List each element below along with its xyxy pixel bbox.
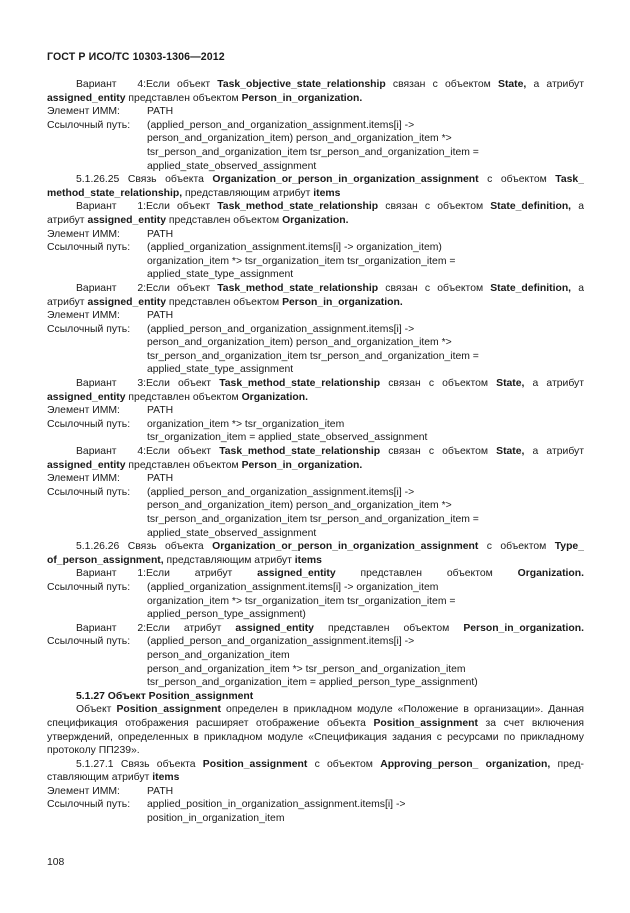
text-run: Task_method_state_relationship [219,446,381,458]
text-run: State_definition, [490,282,572,294]
variant-label: Вариант 2: [76,622,146,634]
text-run: assigned_entity [87,214,167,226]
mapping-row [47,486,584,500]
text-run: представлен объектом [166,214,283,226]
variant-label: Вариант 1: [76,568,146,580]
mapping-label: Ссылочный путь: [47,636,131,648]
mapping-value: PATH [147,310,174,322]
text-run: ставляющим атрибут [47,772,153,784]
text-run: Task_ [555,174,584,186]
mapping-label: Элемент ИММ: [47,228,120,240]
text-run: Если объект [146,201,218,213]
mapping-continuation: organization_item *> tsr_organization_item tsr_organization_item = [147,255,456,267]
text-run: с объектом [307,758,381,770]
text-run: утверждений, определенных в прикладном модуле «Спецификация задания с ресурсами по прикладному [47,731,584,743]
mapping-row [47,785,584,799]
document-body [47,78,584,826]
mapping-row [47,798,584,812]
text-run: а атрибут [524,446,584,458]
mapping-label: Ссылочный путь: [47,486,131,498]
text-run: 5.1.27 Объект Position_assignment [76,690,254,702]
text-run: Position_assignment [373,717,478,729]
text-run: Position_assignment [116,704,221,716]
text-run: связан с объектом [378,201,491,213]
text-run: Task_method_state_relationship [217,201,379,213]
mapping-row [47,404,584,418]
mapping-row [47,119,584,133]
mapping-label: Ссылочный путь: [47,799,131,811]
mapping-row [47,323,584,337]
text-run: Task_objective_state_relationship [217,79,386,90]
text-run: Если атрибут [146,622,236,634]
page-number: 108 [47,857,65,868]
text-run: представляющим атрибут [182,187,314,199]
text-line [47,771,584,785]
text-run: Task_method_state_relationship [217,282,379,294]
text-run: спецификация отображения расширяет отображение объекта [47,717,374,729]
text-run: Position_assignment [202,758,308,770]
text-run: за счет включения [477,717,584,729]
text-run: Organization. [241,391,308,403]
mapping-row [47,472,584,486]
text-run: items [152,772,180,784]
text-run: представлен объектом [313,622,464,634]
mapping-continuation: applied_state_type_assignment [147,269,294,281]
text-run: атрибут [47,214,88,226]
variant-label: Вариант 1: [76,201,146,213]
mapping-value: PATH [147,473,174,485]
mapping-value: (applied_organization_assignment.items[i] -> organization_item [147,581,439,593]
mapping-continuation: position_in_organization_item [147,813,285,825]
text-run: Если объект [146,446,220,458]
mapping-row [47,228,584,242]
text-run: Task_method_state_relationship [219,378,381,390]
text-run: Person_in_organization. [241,92,363,104]
text-line [47,296,584,310]
mapping-value: (applied_person_and_organization_assignment.items[i] -> [147,119,415,131]
text-run: связан с объектом [380,446,497,458]
text-run: а атрибут [526,79,584,90]
mapping-continuation: person_and_organization_item *> tsr_person_and_organization_item [147,663,466,675]
mapping-row [47,105,584,119]
text-run: Organization_or_person_in_organization_assignment [212,174,479,186]
text-run: представлен объектом [125,459,242,471]
mapping-continuation: tsr_person_and_organization_item tsr_person_and_organization_item = [147,514,479,525]
mapping-label: Ссылочный путь: [47,242,131,254]
mapping-continuation: applied_person_type_assignment) [147,609,306,621]
variant-label: Вариант 4: [76,79,146,90]
text-run: Person_in_organization. [241,459,363,471]
variant-line [47,282,584,296]
mapping-continuation: tsr_person_and_organization_item = applied_person_type_assignment) [147,677,478,689]
mapping-label: Элемент ИММ: [47,106,120,118]
text-run: Person_in_organization. [282,296,403,308]
text-run: assigned_entity [47,459,126,471]
variant-label: Вариант 4: [76,446,146,458]
text-run: представлен объектом [335,568,518,580]
text-run: Approving_person_ organization, [380,758,551,770]
text-run: представлен объектом [125,92,242,104]
text-run: Organization. [282,214,349,226]
mapping-value: applied_position_in_organization_assignment.items[i] -> [147,799,406,811]
text-run: assigned_entity [257,568,336,580]
paragraph-start [47,173,584,187]
text-run: items [294,554,322,566]
mapping-value: PATH [147,785,174,797]
variant-line [47,622,584,636]
text-line [47,92,584,106]
mapping-label: Элемент ИММ: [47,473,120,485]
variant-line [47,200,584,214]
text-run: 5.1.26.26 Связь объекта [76,541,213,553]
mapping-continuation: tsr_person_and_organization_item tsr_person_and_organization_item = [147,350,479,362]
text-run: Если объект [146,79,218,90]
text-run: представлен объектом [125,391,242,403]
mapping-continuation: person_and_organization_item) person_and_organization_item *> [147,337,452,349]
variant-label: Вариант 2: [76,282,146,294]
mapping-value: (applied_person_and_organization_assignment.items[i] -> [147,323,415,335]
paragraph-start [47,758,584,772]
mapping-value: PATH [147,106,174,118]
text-run: Объект [76,704,117,716]
mapping-label: Ссылочный путь: [47,418,131,430]
text-run: представлен объектом [166,296,283,308]
text-line [47,731,584,745]
text-run: State, [496,378,525,390]
mapping-continuation: person_and_organization_item) person_and_organization_item *> [147,133,452,145]
mapping-row [47,581,584,595]
text-run: определен в прикладном модуле «Положение в организации». Данная [220,704,584,716]
text-line [47,187,584,201]
text-line [47,459,584,473]
text-run: State, [498,79,527,90]
mapping-continuation: tsr_organization_item = applied_state_observed_assignment [147,432,428,444]
text-run: пред- [550,758,584,770]
mapping-label: Ссылочный путь: [47,581,131,593]
mapping-continuation: person_and_organization_item) person_and_organization_item *> [147,500,452,512]
text-run: 5.1.26.25 Связь объекта [76,174,213,186]
text-run: State_definition, [490,201,572,213]
text-run: items [313,187,341,199]
text-run: с объектом [478,174,556,186]
text-run: 5.1.27.1 Связь объекта [76,758,203,770]
text-run: атрибут [47,296,88,308]
mapping-value: organization_item *> tsr_organization_item [147,418,345,430]
text-run: Organization. [517,568,584,580]
mapping-row [47,309,584,323]
variant-line [47,567,584,581]
mapping-label: Ссылочный путь: [47,119,131,131]
document-header: ГОСТ Р ИСО/ТС 10303-1306—2012 [47,51,225,63]
variant-line [47,78,584,92]
text-run: method_state_relationship, [47,187,183,199]
mapping-continuation: applied_state_observed_assignment [147,160,317,172]
text-run: Если объект [146,282,218,294]
mapping-continuation: tsr_person_and_organization_item tsr_person_and_organization_item = [147,146,479,158]
text-run: Если атрибут [146,568,258,580]
variant-line [47,445,584,459]
mapping-value: PATH [147,405,174,417]
text-line [47,744,584,758]
text-run: связан с объектом [378,282,491,294]
text-run: связан с объектом [380,378,497,390]
text-run: of_person_assignment, [47,554,164,566]
mapping-label: Элемент ИММ: [47,785,120,797]
mapping-label: Элемент ИММ: [47,310,120,322]
mapping-value: (applied_organization_assignment.items[i] -> organization_item) [147,242,442,254]
variant-label: Вариант 3: [76,378,146,390]
variant-line [47,377,584,391]
text-run: связан с объектом [385,79,499,90]
mapping-value: (applied_person_and_organization_assignment.items[i] -> [147,486,415,498]
text-run: assigned_entity [87,296,167,308]
text-run: assigned_entity [235,622,314,634]
text-run: а [571,201,584,213]
paragraph-start [47,540,584,554]
text-run: Если объект [146,378,220,390]
mapping-label: Ссылочный путь: [47,323,131,335]
mapping-value: (applied_person_and_organization_assignment.items[i] -> [147,636,415,648]
mapping-label: Элемент ИММ: [47,405,120,417]
text-run: assigned_entity [47,391,126,403]
text-run: Organization_or_person_in_organization_assignment [212,541,479,553]
mapping-continuation: organization_item *> tsr_organization_item tsr_organization_item = [147,595,456,607]
text-run: с объектом [478,541,555,553]
text-run: а атрибут [524,378,584,390]
text-run: Person_in_organization. [463,622,584,634]
mapping-continuation: applied_state_observed_assignment [147,527,317,539]
paragraph-start [47,690,584,704]
paragraph-start [47,703,584,717]
text-line [47,717,584,731]
mapping-row [47,635,584,649]
text-run: а [571,282,584,294]
text-line [47,554,584,568]
text-line [47,391,584,405]
mapping-continuation: person_and_organization_item [147,649,290,661]
mapping-row [47,241,584,255]
text-run: assigned_entity [47,92,126,104]
text-run: протоколу ПП239». [47,745,140,757]
mapping-value: PATH [147,228,174,240]
text-run: State, [496,446,525,458]
mapping-continuation: applied_state_type_assignment [147,364,294,376]
mapping-row [47,418,584,432]
text-run: Type_ [554,541,584,553]
text-line [47,214,584,228]
text-run: представляющим атрибут [163,554,295,566]
